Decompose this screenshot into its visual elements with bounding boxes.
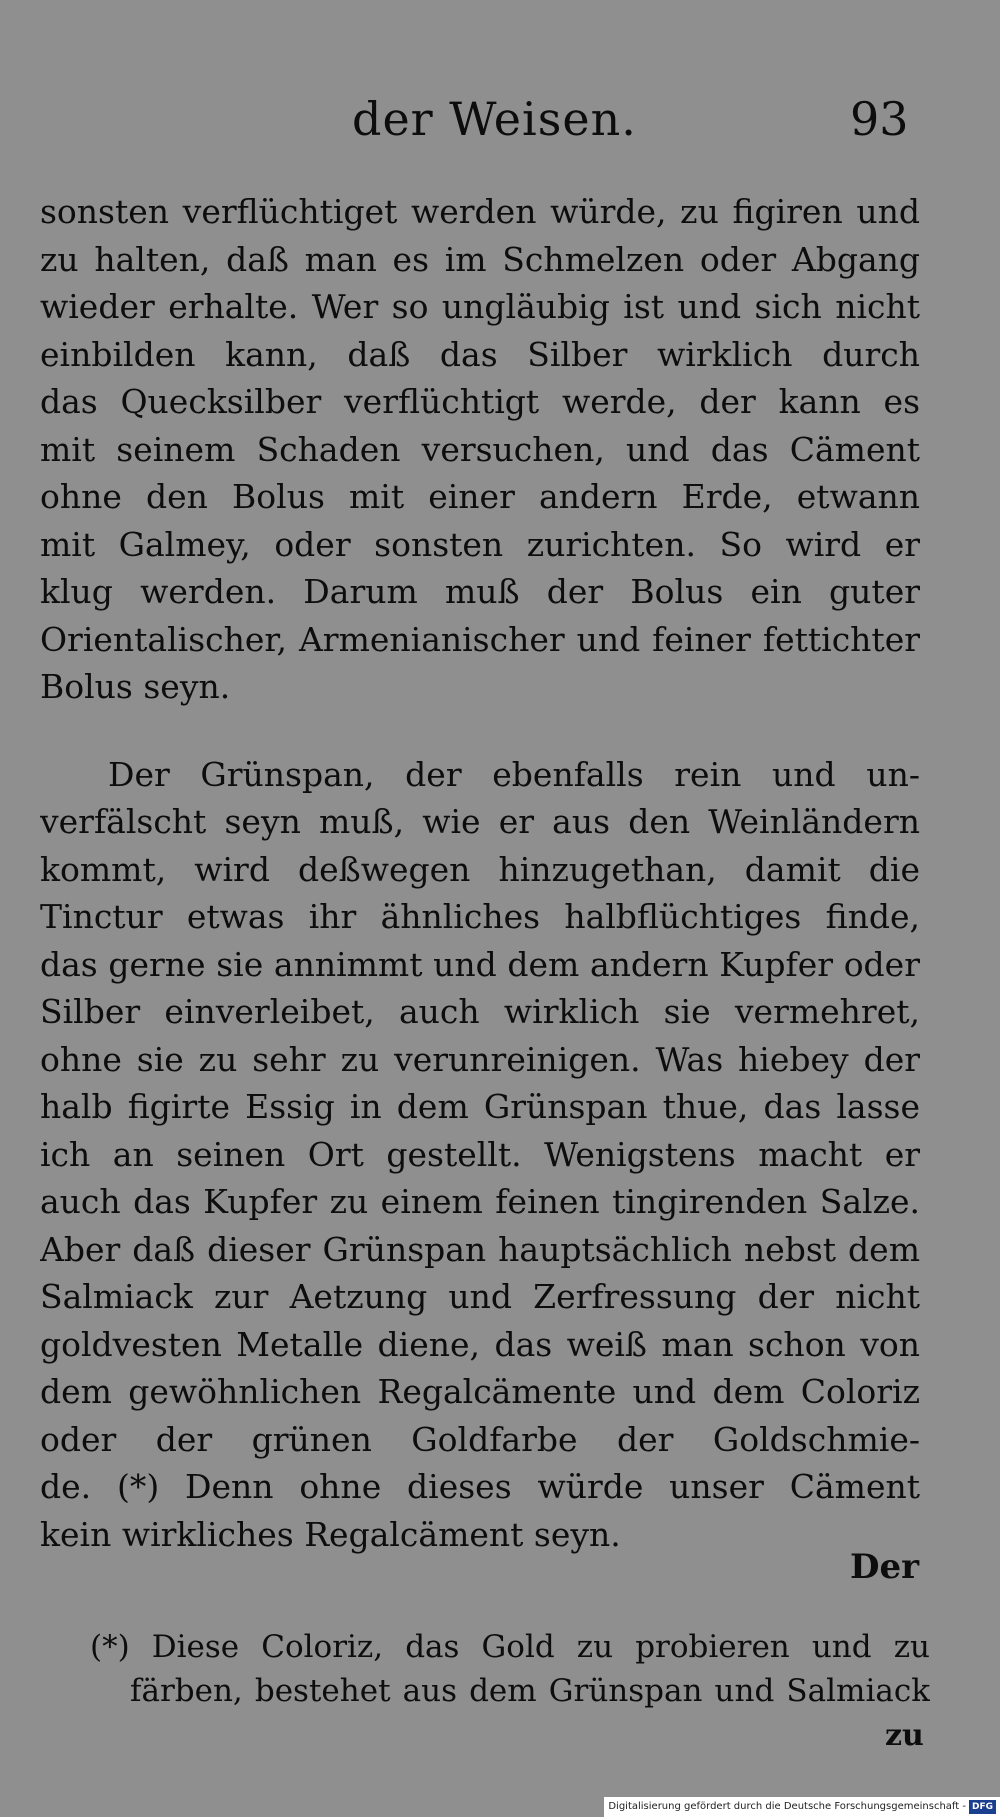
footnote-line: (*) Diese Coloriz, das Gold zu probieren und zu xyxy=(90,1629,930,1665)
text-line: zu halten, daß man es im Schmelzen oder Abgang xyxy=(40,239,920,279)
paragraph-2 xyxy=(40,751,920,1559)
text-line: de. (*) Denn ohne dieses würde unser Cäment xyxy=(40,1467,920,1506)
text-line: klug werden. Darum muß der Bolus ein guter xyxy=(40,572,920,611)
text-line: verfälscht seyn muß, wie er aus den Weinländern xyxy=(40,802,920,841)
paragraph-gap xyxy=(40,711,920,751)
text-line: Tinctur etwas ihr ähnliches halbflüchtiges finde, xyxy=(40,897,920,936)
text-line: kommt, wird deßwegen hinzugethan, damit die xyxy=(40,849,920,889)
text-line: Orientalischer, Armenianischer und feiner fettichter xyxy=(40,619,920,659)
footnote xyxy=(90,1625,930,1713)
footnote-line: färben, bestehet aus dem Grünspan und Salmiack xyxy=(130,1673,930,1709)
page-number: 93 xyxy=(850,92,909,146)
credit-text: Digitalisierung gefördert durch die Deutsche Forschungsgemeinschaft - xyxy=(608,1801,966,1812)
running-title: der Weisen. xyxy=(352,92,637,146)
text-line: sonsten verflüchtiget werden würde, zu figiren und xyxy=(40,192,920,231)
text-line: ich an seinen Ort gestellt. Wenigstens macht er xyxy=(40,1134,920,1174)
dfg-logo-icon: DFG xyxy=(969,1800,996,1814)
text-line: halb figirte Essig in dem Grünspan thue, das lasse xyxy=(40,1087,920,1126)
text-line: mit seinem Schaden versuchen, und das Cäment xyxy=(40,429,920,469)
text-line: ohne den Bolus mit einer andern Erde, etwann xyxy=(40,477,920,516)
text-line: Salmiack zur Aetzung und Zerfressung der nicht xyxy=(40,1277,920,1316)
page-header xyxy=(0,92,1000,162)
text-line: Silber einverleibet, auch wirklich sie vermehret, xyxy=(40,992,920,1031)
text-line: oder der grünen Goldfarbe der Goldschmie- xyxy=(40,1419,920,1459)
text-line: wieder erhalte. Wer so ungläubig ist und sich nicht xyxy=(40,287,920,326)
text-line: mit Galmey, oder sonsten zurichten. So wird er xyxy=(40,524,920,564)
text-line: dem gewöhnlichen Regalcämente und dem Coloriz xyxy=(40,1372,920,1411)
body-text xyxy=(40,188,920,1558)
text-line: kein wirkliches Regalcäment seyn. xyxy=(40,1514,621,1554)
digitization-credit xyxy=(604,1797,1000,1817)
text-line: goldvesten Metalle diene, das weiß man schon von xyxy=(40,1324,920,1364)
text-line: ohne sie zu sehr zu verunreinigen. Was hiebey der xyxy=(40,1039,920,1079)
text-line: das gerne sie annimmt und dem andern Kupfer oder xyxy=(40,944,920,984)
footnote-catchword: zu xyxy=(885,1718,924,1753)
text-line: Bolus seyn. xyxy=(40,667,231,706)
paragraph-1 xyxy=(40,188,920,711)
text-line: das Quecksilber verflüchtigt werde, der kann es xyxy=(40,382,920,421)
text-line: einbilden kann, daß das Silber wirklich durch xyxy=(40,334,920,374)
text-line: Aber daß dieser Grünspan hauptsächlich nebst dem xyxy=(40,1229,920,1269)
text-line: auch das Kupfer zu einem feinen tingirenden Salze. xyxy=(40,1182,920,1221)
catchword: Der xyxy=(850,1547,920,1587)
text-line: Der Grünspan, der ebenfalls rein und un- xyxy=(108,754,920,794)
